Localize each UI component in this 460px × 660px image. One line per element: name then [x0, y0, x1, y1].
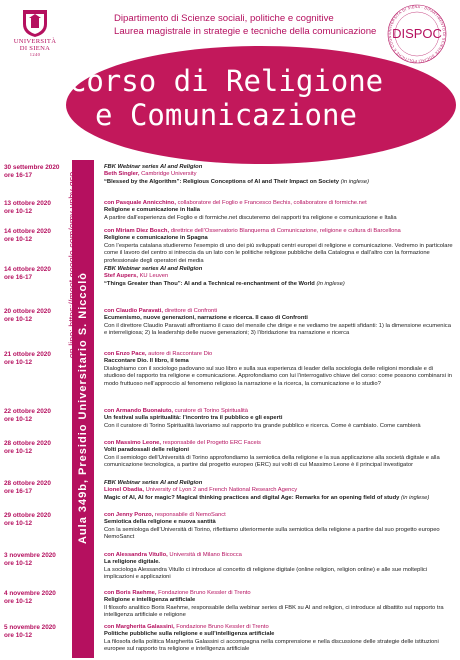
event-speaker-line — [104, 624, 454, 631]
event-date-time: ore 10-12 — [4, 632, 33, 640]
event-date — [4, 200, 66, 217]
event-date-time: ore 16-17 — [4, 274, 33, 282]
event-date-time: ore 10-12 — [4, 316, 33, 324]
event-speaker: con Alessandra Vitullo, — [104, 552, 168, 558]
event-speaker-role: KU Leuven — [139, 273, 169, 280]
event-speaker-line — [104, 487, 454, 494]
event-speaker: con Jenny Ponzo, — [104, 512, 154, 518]
event-date — [4, 624, 66, 641]
event-date-day: 4 novembre 2020 — [4, 590, 56, 597]
online-link[interactable]: on line: https://meet.google.com/emv-vnbv-qso — [67, 171, 77, 359]
dispoc-logo — [384, 3, 450, 65]
university-year: 1240 — [29, 52, 41, 57]
event-date — [4, 408, 66, 425]
event-talk-title: Ecumenismo, nuove generazioni, narrazione e ricerca. Il caso di Confronti — [104, 315, 308, 322]
event-speaker: con Boris Raehme, — [104, 590, 157, 596]
event-description: Con l’esperta catalana studieremo l’esempio di uno dei più sviluppati centri europei di religione e comunicazione. Vedremo in particolare come il lavoro del centro si intreccia da un lato con le politiche religiose pubbliche della Catalogna e dall’altro con la formazione professionale degli operatori dei media — [104, 242, 453, 264]
event-date-day: 29 ottobre 2020 — [4, 512, 51, 519]
event-date-day: 3 novembre 2020 — [4, 552, 56, 559]
department-name: Dipartimento di Scienze sociali, politiche e cognitive — [114, 13, 334, 24]
dispoc-ring-text: UNIVERSITÀ DI SIENA · DIPARTIMENTO DI SCIENZE SOCIALI POLITICHE E COGNI — [387, 4, 447, 64]
event-body — [104, 440, 454, 470]
event-talk-line — [104, 315, 454, 322]
event-date-day: 21 ottobre 2020 — [4, 351, 51, 358]
event-body — [104, 590, 454, 620]
event-speaker: con Miriam Diez Bosch, — [104, 228, 170, 234]
event-date-time: ore 10-12 — [4, 208, 33, 216]
event-body — [104, 228, 454, 265]
event-talk-title: La religione digitale. — [104, 559, 161, 566]
event-speaker-role: University of Lyon 2 and French National Research Agency — [145, 487, 298, 494]
event-body — [104, 200, 454, 222]
dispoc-label: DISPOC — [392, 26, 442, 41]
event-date-day: 22 ottobre 2020 — [4, 408, 51, 415]
event-speaker-line — [104, 273, 454, 280]
event-speaker-line — [104, 228, 454, 235]
event-talk-title: Religione e intelligenza artificiale — [104, 597, 196, 604]
event-talk-title: Volti paradossali delle religioni — [104, 447, 189, 454]
department-block — [114, 12, 377, 38]
event-speaker: Stef Aupers, — [104, 273, 138, 280]
event-series: FBK Webinar series AI and Religion — [104, 164, 203, 170]
event-description: Dialoghiamo con il sociologo padovano sul suo libro e sulla sua esperienza di leader della sociologia delle religioni mondiale e di studioso del rapporto tra religione e comunicazione. Approfondiamo con lui l’interrogativo chiave del corso: come possono combinarsi in modo fruttuoso nell’approccio al fenomeno religioso la narrazione e la ricerca, la comunicazione e lo studio? — [104, 365, 453, 387]
event-speaker-line — [104, 440, 454, 447]
event-talk-line — [104, 415, 454, 422]
event-talk-line — [104, 597, 454, 604]
event-language: (in inglese) — [400, 494, 430, 501]
event-description: Con il semiologo dell’Università di Torino approfondiamo la semiotica della religione e la sua applicazione alla società digitale e alla comunicazione tecnologica, a partire dal progetto europeo (ERC) sui volti di cui Massimo Leone è il principal investigator — [104, 454, 440, 469]
event-speaker-role: Università di Milano Bicocca — [169, 552, 242, 558]
event-date-time: ore 10-12 — [4, 520, 33, 528]
event-speaker-line — [104, 590, 454, 597]
event-talk-line — [104, 179, 454, 186]
event-talk-title: Raccontare Dio. Il libro, il tema — [104, 358, 189, 365]
page-title — [66, 64, 386, 132]
event-speaker-line — [104, 200, 454, 207]
university-name-line1: UNIVERSITÀ — [13, 38, 57, 45]
event-date — [4, 480, 66, 497]
event-description: La filosofa della politica Margherita Galassini ci accompagna nella comprensione e nella discussione delle strategie delle istituzioni europee sul rapporto tra religione e intelligenza artificiale — [104, 638, 439, 653]
event-language: (in inglese) — [316, 280, 345, 287]
event-talk-line — [104, 519, 454, 526]
event-speaker-role: responsabile del Progetto ERC Faceis — [162, 440, 261, 446]
event-date-day: 13 ottobre 2020 — [4, 200, 51, 207]
event-date-time: ore 16-17 — [4, 172, 33, 180]
event-speaker-line — [104, 512, 454, 519]
event-speaker-role: autore di Raccontare Dio — [148, 351, 213, 357]
event-speaker-role: Fondazione Bruno Kessler di Trento — [158, 590, 251, 596]
title-line1: Corso di Religione — [68, 64, 384, 98]
dispoc-emblem-icon — [384, 3, 450, 65]
event-speaker-role: collaboratore del Foglio e Francesco Bechis, collaboratore di formiche.net — [177, 200, 367, 206]
event-date — [4, 266, 66, 283]
event-speaker: con Claudio Paravati, — [104, 308, 163, 314]
university-name-line2: DI SIENA — [19, 45, 51, 52]
event-talk-line — [104, 495, 454, 502]
event-talk-title: Un festival sulla spiritualità: l’incontro tra il pubblico e gli esperti — [104, 415, 283, 422]
event-series: FBK Webinar series AI and Religion — [104, 266, 203, 272]
event-talk-title: Religione e comunicazione in Spagna — [104, 235, 208, 242]
event-talk-title: Magic of AI, AI for magic? Magical thinking practices and digital Age: Remarks for an opening field of study — [104, 494, 400, 501]
event-body — [104, 480, 454, 502]
event-date-day: 5 novembre 2020 — [4, 624, 56, 631]
event-date-day: 28 ottobre 2020 — [4, 440, 51, 447]
university-seal-icon — [20, 6, 50, 38]
location-text: Aula 349b, Presidio Universitario S. Niccolò — [77, 271, 89, 545]
event-speaker-role: direttrice dell’Osservatorio Blanquerna di Comunicazione, religione e cultura di Barcellona — [170, 228, 401, 234]
event-date-time: ore 10-12 — [4, 359, 33, 367]
event-date-time: ore 10-12 — [4, 598, 33, 606]
event-description: Il filosofo analitico Boris Raehme, responsabile della webinar series di FBK su AI and religion, ci introduce al dibattito sul rapporto tra intelligenza artificiale e religione — [104, 604, 444, 619]
event-talk-title: Religione e comunicazione in Italia — [104, 207, 200, 214]
event-speaker: con Pasquale Annicchino, — [104, 200, 176, 206]
event-description: A partire dall’esperienza del Foglio e di formiche.net discuteremo dei rapporti tra religione e comunicazione e Italia — [104, 214, 397, 221]
event-talk-line — [104, 281, 454, 288]
event-talk-line — [104, 559, 454, 566]
event-date — [4, 512, 66, 529]
event-speaker: Beth Singler, — [104, 171, 140, 178]
event-date — [4, 440, 66, 457]
event-speaker: con Margherita Galassini, — [104, 624, 175, 630]
event-date — [4, 308, 66, 325]
event-talk-title: Semiotica della religione e nuova santità — [104, 519, 216, 526]
event-speaker-line — [104, 308, 454, 315]
event-talk-line — [104, 235, 454, 242]
event-speaker: con Armando Buonaiuto, — [104, 408, 174, 414]
event-body — [104, 266, 454, 288]
event-talk-title: “Things Greater than Thou”: AI and a Technical re-enchantment of the World — [104, 280, 315, 287]
event-speaker-role: Cambridge University — [141, 171, 197, 178]
event-speaker-line — [104, 408, 454, 415]
event-body — [104, 512, 454, 542]
event-date-time: ore 10-12 — [4, 448, 33, 456]
event-speaker-line — [104, 171, 454, 178]
event-date — [4, 590, 66, 607]
event-talk-title: Politiche pubbliche sulla religione e sull’intelligenza artificiale — [104, 631, 275, 638]
event-date-day: 14 ottobre 2020 — [4, 266, 51, 273]
event-date — [4, 228, 66, 245]
event-speaker: con Massimo Leone, — [104, 440, 162, 446]
event-date — [4, 164, 66, 181]
event-speaker-role: Fondazione Bruno Kessler di Trento — [176, 624, 269, 630]
university-logo — [4, 6, 66, 66]
event-talk-line — [104, 631, 454, 638]
event-body — [104, 351, 454, 388]
event-speaker: Lionel Obadia, — [104, 487, 144, 494]
title-line2: e Comunicazione — [95, 98, 357, 132]
event-body — [104, 408, 454, 430]
course-name: Laurea magistrale in strategie e tecniche della comunicazione — [114, 26, 377, 37]
event-speaker-role: curatore di Torino Spiritualità — [174, 408, 249, 414]
event-series: FBK Webinar series AI and Religion — [104, 480, 203, 486]
event-body — [104, 552, 454, 582]
event-date-day: 20 ottobre 2020 — [4, 308, 51, 315]
event-speaker-role: responsabile di NemoSanct — [154, 512, 226, 518]
event-speaker-line — [104, 351, 454, 358]
event-description: Con la semiologa dell’Università di Torino, riflettiamo ulteriormente sulla semiotica della religione a partire dal suo progetto europeo NemoSanct — [104, 526, 440, 541]
event-description: Con il curatore di Torino Spiritualità lavoriamo sul rapporto tra grande pubblico e ricerca. Come è cambiato. Come cambierà — [104, 422, 421, 429]
event-body — [104, 164, 454, 186]
event-body — [104, 624, 454, 654]
event-date — [4, 552, 66, 569]
event-date-time: ore 10-12 — [4, 560, 33, 568]
event-language: (in inglese) — [340, 178, 369, 185]
event-body — [104, 308, 454, 338]
event-date-day: 30 settembre 2020 — [4, 164, 60, 171]
event-date-time: ore 10-12 — [4, 416, 33, 424]
event-date — [4, 351, 66, 368]
event-speaker-line — [104, 552, 454, 559]
event-date-day: 28 ottobre 2020 — [4, 480, 51, 487]
event-speaker-role: direttore di Confronti — [164, 308, 218, 314]
event-talk-line — [104, 447, 454, 454]
event-description: La sociologa Alessandra Vitullo ci introduce al concetto di religione digitale (online religion, religion online) e alle sue molteplici implicazioni e applicazioni — [104, 566, 428, 581]
event-talk-title: “Blessed by the Algorithm”: Religious Conceptions of AI and Their Impact on Society — [104, 178, 340, 185]
event-date-day: 14 ottobre 2020 — [4, 228, 51, 235]
event-date-time: ore 16-17 — [4, 488, 33, 496]
event-talk-line — [104, 358, 454, 365]
event-description: Con il direttore Claudio Paravati affrontiamo il caso del mensile che dirige e ne vediamo tre aspetti sfidanti: 1) la dimensione ecumenica e interreligiosa; 2) la leadership delle nuove generazioni; 3) l’ibridazione tra narrazione e ricerca — [104, 322, 451, 337]
event-date-time: ore 10-12 — [4, 236, 33, 244]
event-speaker: con Enzo Pace, — [104, 351, 147, 357]
event-talk-line — [104, 207, 454, 214]
